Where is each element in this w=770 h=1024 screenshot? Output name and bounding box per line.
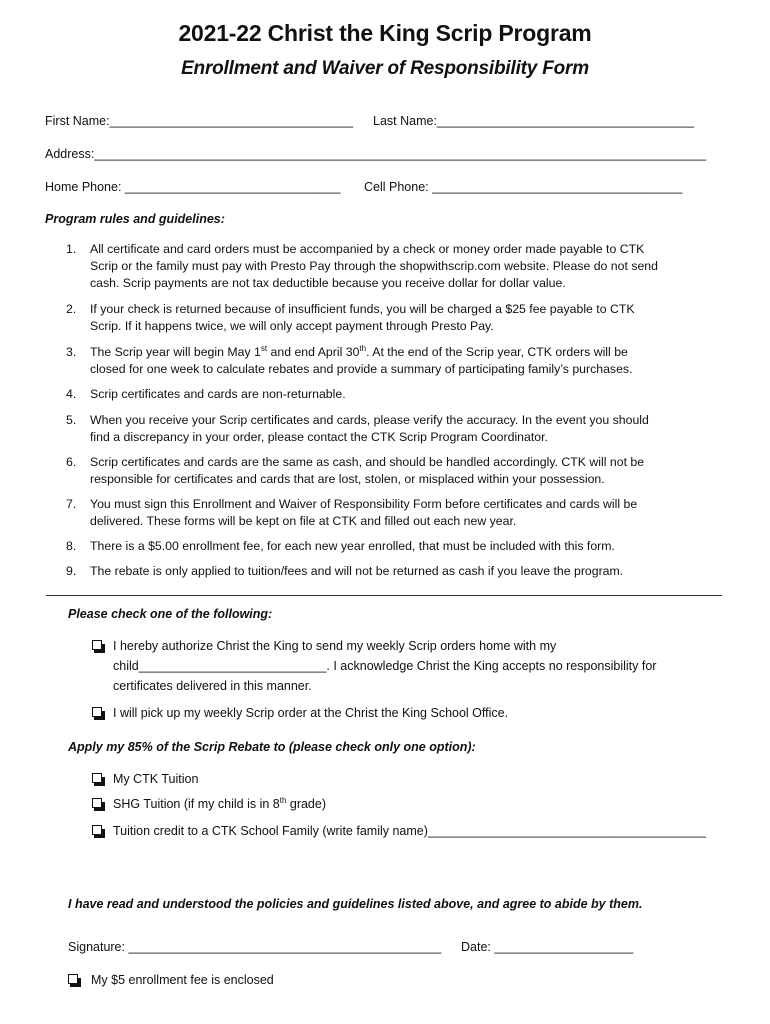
section-divider bbox=[46, 595, 722, 596]
form-subtitle: Enrollment and Waiver of Responsibility Form bbox=[181, 58, 589, 79]
rebate-credit-field[interactable]: Tuition credit to a CTK School Family (write family name)________________________________________ bbox=[113, 824, 706, 838]
agreement-statement: I have read and understood the policies and guidelines listed above, and agree to abide by them. bbox=[68, 897, 643, 911]
home-phone-field[interactable]: Home Phone: _______________________________ bbox=[45, 180, 341, 194]
address-field[interactable]: Address:________________________________________________________________________________________ bbox=[45, 147, 707, 161]
delivery-home-checkbox[interactable] bbox=[92, 640, 102, 650]
rule-text: The rebate is only applied to tuition/fees and will not be returned as cash if you leave the program. bbox=[90, 564, 624, 578]
rule-number: 2. bbox=[66, 302, 77, 316]
child-name-field[interactable]: child___________________________. I acknowledge Christ the King accepts no responsibility for bbox=[113, 659, 657, 673]
delivery-pickup-label: I will pick up my weekly Scrip order at the Christ the King School Office. bbox=[113, 706, 509, 720]
rebate-ctk-checkbox[interactable] bbox=[92, 773, 102, 783]
rebate-credit-checkbox[interactable] bbox=[92, 825, 102, 835]
rule-text: Scrip certificates and cards are the same as cash, and should be handled accordingly. CTK will not be responsible for certificates and cards that are lost, stolen, or misplaced within your possession. bbox=[90, 455, 645, 486]
first-name-field[interactable]: First Name:___________________________________ bbox=[45, 114, 353, 128]
cell-phone-field[interactable]: Cell Phone: ____________________________________ bbox=[364, 180, 683, 194]
last-name-field[interactable]: Last Name:_____________________________________ bbox=[373, 114, 695, 128]
rule-text: You must sign this Enrollment and Waiver of Responsibility Form before certificates and cards will be delivered. These forms will be kept on file at CTK and filled out each new year. bbox=[90, 497, 638, 528]
delivery-home-note: certificates delivered in this manner. bbox=[113, 679, 312, 693]
delivery-pickup-checkbox[interactable] bbox=[92, 707, 102, 717]
rebate-shg-label: SHG Tuition (if my child is in 8th grade) bbox=[113, 795, 326, 811]
rule-number: 4. bbox=[66, 387, 77, 401]
rule-number: 3. bbox=[66, 345, 77, 359]
rules-heading: Program rules and guidelines: bbox=[45, 212, 225, 226]
form-title: 2021-22 Christ the King Scrip Program bbox=[178, 20, 592, 46]
rule-text: If your check is returned because of insufficient funds, you will be charged a $25 fee payable to CTK Scrip. If it happens twice, we will only accept payment through Presto Pay. bbox=[90, 302, 635, 333]
rule-text: The Scrip year will begin May 1st and end April 30th. At the end of the Scrip year, CTK orders will be closed for one week to calculate rebates and provide a summary of participating family’s purchases. bbox=[90, 343, 633, 376]
delivery-home-label: I hereby authorize Christ the King to send my weekly Scrip orders home with my bbox=[113, 639, 557, 653]
rebate-shg-checkbox[interactable] bbox=[92, 798, 102, 808]
rule-number: 8. bbox=[66, 539, 77, 553]
fee-enclosed-label: My $5 enrollment fee is enclosed bbox=[91, 973, 274, 987]
rule-text: There is a $5.00 enrollment fee, for each new year enrolled, that must be included with this form. bbox=[90, 539, 615, 553]
rebate-ctk-label: My CTK Tuition bbox=[113, 772, 199, 786]
rule-number: 9. bbox=[66, 564, 77, 578]
signature-field[interactable]: Signature: _____________________________________________ bbox=[68, 940, 442, 954]
rule-text: All certificate and card orders must be accompanied by a check or money order made payable to CTK Scrip or the family must pay with Presto Pay through the shopwithscrip.com website. Please do not send cash. Scrip payments are not tax deductible because you receive dollar for dollar value. bbox=[90, 242, 658, 290]
rule-number: 5. bbox=[66, 413, 77, 427]
fee-enclosed-checkbox[interactable] bbox=[68, 974, 78, 984]
date-field[interactable]: Date: ____________________ bbox=[461, 940, 634, 954]
rebate-heading: Apply my 85% of the Scrip Rebate to (please check only one option): bbox=[68, 740, 476, 754]
rule-number: 6. bbox=[66, 455, 77, 469]
rule-text: Scrip certificates and cards are non-returnable. bbox=[90, 387, 346, 401]
rule-text: When you receive your Scrip certificates and cards, please verify the accuracy. In the event you should find a discrepancy in your order, please contact the CTK Scrip Program Coordinator. bbox=[90, 413, 649, 444]
rule-number: 1. bbox=[66, 242, 77, 256]
rule-number: 7. bbox=[66, 497, 77, 511]
delivery-heading: Please check one of the following: bbox=[68, 607, 273, 621]
